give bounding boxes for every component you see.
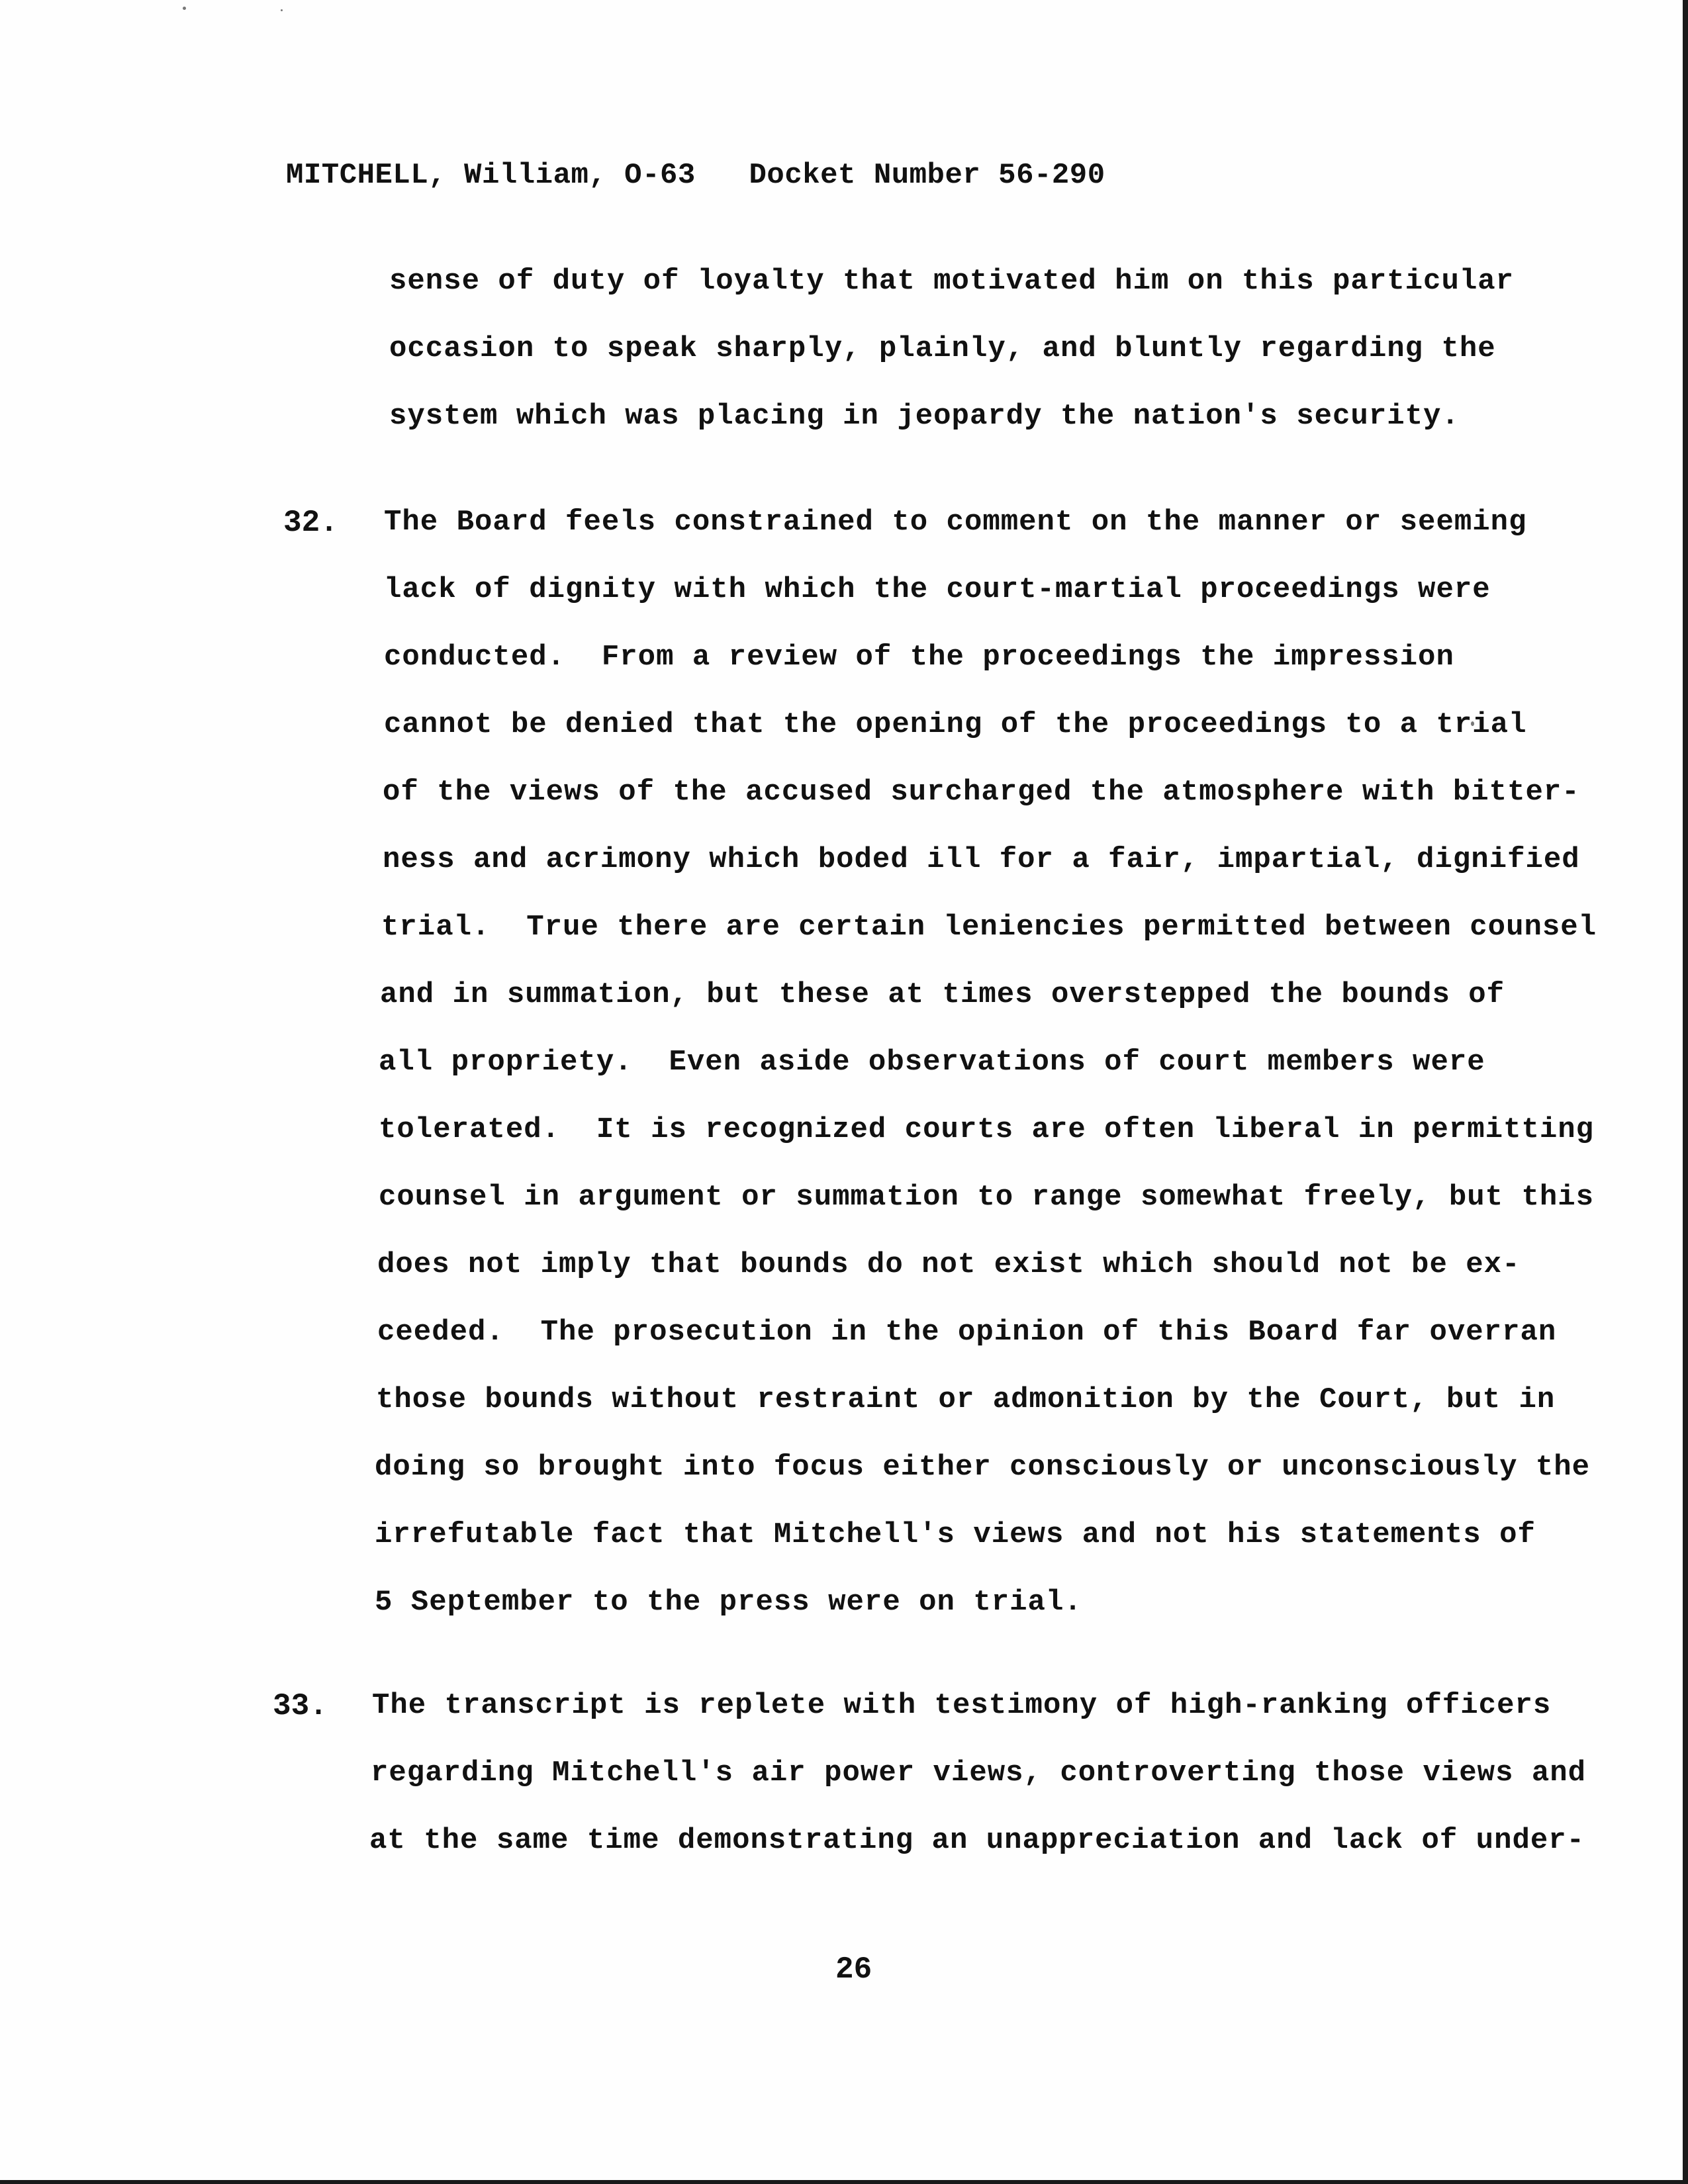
- text-line: irrefutable fact that Mitchell's views and not his statements of: [375, 1518, 1536, 1551]
- text-line: and in summation, but these at times overstepped the bounds of: [380, 978, 1505, 1011]
- scan-border-bottom: [0, 2180, 1688, 2184]
- text-line: 5 September to the press were on trial.: [375, 1586, 1082, 1619]
- text-line: at the same time demonstrating an unappreciation and lack of under-: [369, 1824, 1585, 1857]
- scan-border-right: [1683, 0, 1688, 2184]
- text-line: all propriety. Even aside observations of court members were: [379, 1046, 1485, 1079]
- document-header: MITCHELL, William, O-63 Docket Number 56-290: [286, 159, 1105, 192]
- text-line: counsel in argument or summation to range somewhat freely, but this: [379, 1181, 1595, 1214]
- text-line: tolerated. It is recognized courts are often liberal in permitting: [379, 1113, 1595, 1146]
- text-line: trial. True there are certain leniencies permitted between counsel: [381, 911, 1597, 944]
- scan-speck: [183, 7, 186, 10]
- text-line: The Board feels constrained to comment on the manner or seeming: [384, 506, 1527, 539]
- text-line: ceeded. The prosecution in the opinion of this Board far overran: [377, 1316, 1557, 1349]
- paragraph-number: 32.: [283, 506, 338, 540]
- text-line: of the views of the accused surcharged the atmosphere with bitter-: [383, 776, 1580, 809]
- text-line: conducted. From a review of the proceedings the impression: [384, 641, 1454, 674]
- text-line: system which was placing in jeopardy the nation's security.: [389, 400, 1460, 433]
- text-line: regarding Mitchell's air power views, controverting those views and: [371, 1756, 1587, 1790]
- text-line: cannot be denied that the opening of the proceedings to a trial: [384, 708, 1527, 741]
- text-line: does not imply that bounds do not exist which should not be ex-: [377, 1248, 1521, 1281]
- text-line: sense of duty of loyalty that motivated him on this particular: [389, 265, 1515, 298]
- text-line: The transcript is replete with testimony of high-ranking officers: [372, 1689, 1552, 1722]
- text-line: those bounds without restraint or admonition by the Court, but in: [376, 1383, 1556, 1416]
- text-line: lack of dignity with which the court-martial proceedings were: [384, 573, 1491, 606]
- paragraph-number: 33.: [273, 1689, 328, 1723]
- text-line: doing so brought into focus either consciously or unconsciously the: [375, 1451, 1591, 1484]
- text-line: occasion to speak sharply, plainly, and bluntly regarding the: [389, 332, 1496, 365]
- scan-speck: [281, 9, 283, 11]
- text-line: ness and acrimony which boded ill for a fair, impartial, dignified: [383, 843, 1580, 876]
- page-number: 26: [835, 1952, 872, 1987]
